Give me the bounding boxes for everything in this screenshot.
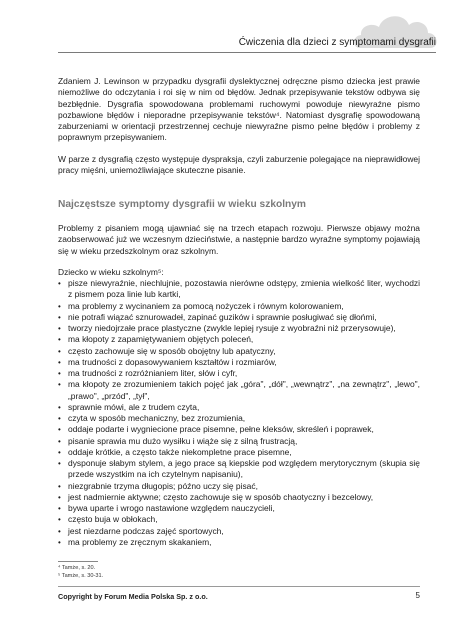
list-item-text: ma kłopoty ze zrozumieniem takich pojęć jak „góra", „dół", „wewnątrz", „na zewnątrz", „lewo", „prawo", „przód", „tył", (68, 379, 420, 401)
list-item (58, 503, 420, 514)
list-item-text: niezgrabnie trzyma długopis; późno uczy się pisać, (68, 480, 258, 491)
bullet-icon: • (58, 324, 61, 333)
list-item (58, 323, 420, 334)
bullet-icon: • (58, 492, 61, 502)
bullet-icon: • (58, 447, 61, 457)
list-item-text: sprawnie mówi, ale z trudem czyta, (68, 401, 200, 412)
list-item-text: ma trudności z dopasowywaniem kształtów i rozmiarów, (68, 356, 277, 367)
bullet-icon: • (58, 414, 61, 423)
list-item (58, 526, 420, 537)
bullet-icon: • (58, 357, 61, 367)
paragraph: Zdaniem J. Lewinson w przypadku dysgrafii dyslektycznej odręczne pismo dziecka jest prawie niemożliwe do odczytania i roi się w nim od błędów. Jednak przepisywanie tekstów odbywa się bezbłędnie. Dysgrafia spowodowana problemami ruchowymi powoduje niewyraźne pismo pozbawione błędów i nieporadne przepisywanie tekstów⁴. Natomiast dysgrafię spowodowaną zaburzeniami w orientacji przestrzennej cechuje niewyraźne pismo pełne błędów i problemy z poprawnym przepisywaniem. (58, 76, 420, 143)
list-item-text: jest nadmiernie aktywne; często zachowuje się w sposób chaotyczny i bezcelowy, (68, 491, 374, 502)
list-item (58, 413, 420, 424)
bullet-icon: • (58, 537, 61, 547)
section-heading: Najczęstsze symptomy dysgrafii w wieku szkolnym (58, 199, 306, 210)
list-item-text: jest niezdarne podczas zajęć sportowych, (68, 525, 224, 536)
footnote: ⁵ Tamże, s. 30-31. (58, 573, 104, 579)
list-item (58, 458, 420, 481)
list-item (58, 278, 420, 301)
bullet-icon: • (58, 335, 61, 345)
list-item (58, 447, 420, 458)
list-item (58, 492, 420, 503)
bullet-icon: • (58, 346, 61, 356)
list-item-text: pisanie sprawia mu dużo wysiłku i wiąże się z silną frustracją, (68, 435, 298, 446)
page-header-title: Ćwiczenia dla dzieci z symptomami dysgrafii (238, 37, 436, 48)
list-item (58, 537, 420, 548)
list-item-text: ma problemy ze zręcznym skakaniem, (68, 536, 212, 547)
list-item-text: ma problemy z wycinaniem za pomocą nożyczek i równym kolorowaniem, (68, 300, 344, 311)
section-intro: Problemy z pisaniem mogą ujawniać się na trzech etapach rozwoju. Pierwsze objawy można zaobserwować już we wczesnym dzieciństwie, a następnie bardzo wyraźne symptomy pojawiają się w wieku przedszkolnym oraz szkolnym. (58, 223, 420, 256)
list-item-text: często buja w obłokach, (68, 514, 158, 525)
list-item (58, 379, 420, 402)
list-item-text: czyta w sposób mechaniczny, bez zrozumienia, (68, 413, 246, 423)
paragraph: W parze z dysgrafią często występuje dyspraksja, czyli zaburzenie polegające na nieprawidłowej pracy mięśni, uniemożliwiające skuteczne pisanie. (58, 153, 420, 175)
bullet-icon: • (58, 459, 61, 468)
list-item (58, 312, 420, 323)
bullet-icon: • (58, 301, 61, 311)
list-item-text: dysponuje słabym stylem, a jego prace są kiepskie pod względem merytorycznym (skupia się przede wszystkim na ich czytelnym napisaniu), (68, 458, 420, 480)
list-item (58, 346, 420, 357)
list-item (58, 481, 420, 492)
list-item-text: tworzy niedojrzałe prace plastyczne (zwykle lepiej rysuje z wyobraźni niż przerysowuje), (68, 323, 396, 333)
list-item-text: bywa uparte i wrogo nastawione względem nauczycieli, (68, 503, 275, 513)
list-item (58, 301, 420, 312)
page-body (58, 76, 420, 548)
list-item-text: oddaje podarte i wygniecione prace pisemne, pełne kleksów, skreśleń i poprawek, (68, 424, 374, 435)
list-item (58, 368, 420, 379)
list-item-text: nie potrafi wiązać sznurowadeł, zapinać guzików i sprawnie posługiwać się dłońmi, (68, 311, 377, 322)
list-item-text: pisze niewyraźnie, niechlujnie, pozostawia nierówne odstępy, zmienia wielkość liter, wychodzi z pismem poza linie lub kartki, (68, 278, 420, 300)
footer-copyright: Copyright by Forum Media Polska Sp. z o.o. (58, 592, 208, 601)
bullet-icon: • (58, 504, 61, 513)
list-item (58, 424, 420, 435)
list-item (58, 436, 420, 447)
list-item-text: ma trudności z rozróżnianiem liter, słów i cyfr, (68, 368, 238, 378)
bullet-icon: • (58, 402, 61, 412)
list-item (58, 357, 420, 368)
footnote: ⁴ Tamże, s. 20. (58, 565, 96, 571)
bullet-icon: • (58, 515, 61, 525)
footnotes (58, 564, 103, 580)
footer-divider (58, 586, 420, 587)
list-item-text: ma kłopoty z zapamiętywaniem objętych poleceń, (68, 334, 254, 345)
bullet-icon: • (58, 436, 61, 446)
page-number: 5 (415, 591, 420, 600)
bullet-icon: • (58, 279, 61, 288)
list-item (58, 514, 420, 525)
bullet-icon: • (58, 312, 61, 322)
list-item (58, 334, 420, 345)
bullet-icon: • (58, 369, 61, 378)
bullet-icon: • (58, 481, 61, 491)
bullet-icon: • (58, 425, 61, 435)
list-item-text: często zachowuje się w sposób obojętny lub apatyczny, (68, 345, 276, 356)
symptom-list (58, 278, 420, 548)
footnote-divider (58, 561, 98, 562)
header-divider (58, 52, 436, 53)
list-lead: Dziecko w wieku szkolnym⁵: (58, 266, 164, 277)
bullet-icon: • (58, 526, 61, 536)
list-item-text: oddaje krótkie, a często także niekompletne prace pisemne, (68, 446, 292, 457)
list-item (58, 402, 420, 413)
bullet-icon: • (58, 380, 61, 390)
